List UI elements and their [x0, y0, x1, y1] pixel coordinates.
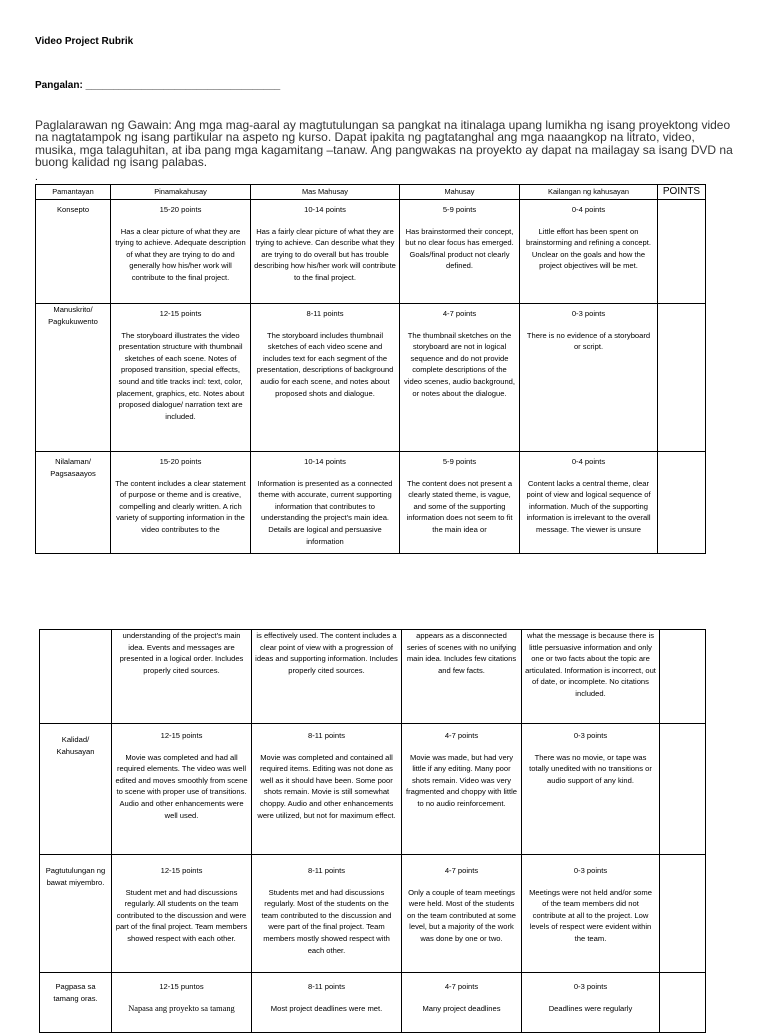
criterion-cell: [40, 855, 112, 973]
rubric-table-part-1: [35, 184, 706, 554]
criterion-label: Manuskrito/ Pagkukuwento: [48, 305, 98, 326]
header-mas-mahusay: Mas Mahusay: [251, 185, 400, 200]
cell-description: There was no movie, or tape was totally unedited with no transitions or audio support of any kind.: [529, 752, 652, 785]
table-row: [36, 452, 706, 554]
rubric-cell: [111, 452, 251, 554]
points-range: 4-7 points: [444, 731, 479, 740]
cell-description: The storyboard illustrates the video presentation structure with thumbnail sketches of each scene. Notes of proposed transition, special effects, sound and title tracks incl: text, color, placement, graphics, etc. Notes about proposed dialogue/ narration text are included.: [116, 330, 245, 421]
rubric-cell: [251, 452, 400, 554]
points-range: 0-4 points: [571, 205, 606, 214]
rubric-cell: [520, 304, 658, 452]
criterion-label: Konsepto: [56, 205, 90, 214]
cell-description: Has brainstormed their concept, but no clear focus has emerged. Goals/final product not clearly defined.: [405, 226, 514, 271]
cell-description: The content includes a clear statement of purpose or theme and is creative, compelling and clearly written. A rich variety of supporting information in the video contributes to the: [115, 478, 246, 534]
cell-description: understanding of the project's main idea. Events and messages are presented in a logical order. Includes properly cited sources.: [119, 631, 244, 675]
table-row: [40, 855, 706, 973]
cell-description: Only a couple of team meetings were held. Most of the students on the team contributed at some level, but a majority of the work was done by one or two.: [407, 887, 516, 943]
points-range: 0-3 points: [571, 309, 606, 318]
cell-description: Movie was made, but had very little if any editing. Many poor shots remain. Video was very fragmented and choppy with little to no audio reinforcement.: [405, 752, 518, 808]
cell-description: Movie was completed and contained all required items. Editing was not done as well as it should have been. Some poor shots remain. Movie is still somewhat choppy. Audio and other enhancements were utilized, but not for maximum effect.: [257, 752, 396, 820]
points-input-cell[interactable]: [658, 452, 706, 554]
points-range: 5-9 points: [442, 457, 477, 466]
cell-description: Little effort has been spent on brainstorming and refining a concept. Unclear on the goals and how the project objectives will be met.: [526, 226, 651, 271]
points-range: 10-14 points: [304, 457, 346, 466]
cell-description: The content does not present a clearly stated theme, is vague, and some of the supporting information does not seem to fit the main idea or: [406, 478, 513, 534]
cell-description: Deadlines were regularly: [548, 1003, 633, 1013]
rubric-cell: [520, 452, 658, 554]
criterion-cell: [36, 452, 111, 554]
points-range: 12-15 puntos: [159, 982, 204, 991]
table-row: [40, 724, 706, 855]
rubric-cell: [112, 724, 252, 855]
points-range: 0-3 points: [573, 982, 608, 991]
cell-description: Content lacks a central theme, clear point of view and logical sequence of information. Much of the supporting information is irrelevant to the overall message. The viewer is unsure: [526, 478, 651, 534]
points-input-cell[interactable]: [658, 304, 706, 452]
points-range: 12-15 points: [160, 731, 203, 740]
cell-description: is effectively used. The content includes a clear point of view with a progression of ideas and supporting information. Includes properly cited sources.: [255, 631, 398, 675]
rubric-cell: [112, 630, 252, 724]
rubric-table-part-2: [39, 629, 706, 1033]
points-range: 8-11 points: [307, 982, 345, 991]
points-range: 15-20 points: [159, 457, 202, 466]
rubric-cell: [252, 855, 402, 973]
rubric-cell: [111, 304, 251, 452]
cell-description: appears as a disconnected series of scenes with no unifying main idea. Includes few citations and few facts.: [406, 631, 517, 675]
points-range: 4-7 points: [442, 309, 477, 318]
criterion-cell: [36, 200, 111, 304]
cell-description: what the message is because there is little persuasive information and only one or two facts about the topic are articulated. Information is incorrect, out of date, or incomplete. No citations included.: [525, 631, 656, 698]
document-title: Video Project Rubrik: [35, 36, 134, 47]
cell-description: Movie was completed and had all required elements. The video was well edited and moves smoothly from scene to scene with proper use of transitions. Audio and other enhancements were well used.: [115, 752, 248, 820]
points-range: 12-15 points: [160, 866, 203, 875]
rubric-cell: [402, 724, 522, 855]
rubric-cell: [520, 200, 658, 304]
cell-description: Students met and had discussions regularly. Most of the students on the team contributed to the discussion and were part of the final project. Team members mostly showed respect with each other.: [261, 887, 392, 955]
rubric-cell: [522, 855, 660, 973]
cell-description: Napasa ang proyekto sa tamang: [128, 1003, 235, 1013]
criterion-label: Pagpasa sa tamang oras.: [53, 982, 98, 1003]
task-description: Paglalarawan ng Gawain: Ang mga mag-aaral ay magtutulungan sa pangkat na itinalaga upang lumikha ng isang proyektong video na nagtatampok ng isang partikular na aspeto ng kurso. Dapat ipakita ng pagtatanghal ang mga naaangkop na litrato, video, musika, mga talaguhitan, at iba pang mga kagamitang –tanaw. Ang pangwakas na proyekto ay dapat na mailagay sa isang DVD na buong kalidad ng isang palabas.: [35, 118, 733, 170]
name-field-line: Pangalan: ___________________________________: [35, 80, 281, 91]
criterion-cell: [36, 304, 111, 452]
rubric-cell: [251, 200, 400, 304]
criterion-label: Pagtutulungan ng bawat miyembro.: [45, 866, 106, 887]
rubric-cell: [252, 630, 402, 724]
rubric-cell: [522, 724, 660, 855]
header-row: [36, 185, 706, 200]
points-input-cell[interactable]: [660, 630, 706, 724]
rubric-cell: [400, 304, 520, 452]
points-range: 8-11 points: [306, 309, 344, 318]
header-pamantayan: Pamantayan: [36, 185, 111, 200]
points-input-cell[interactable]: [658, 200, 706, 304]
rubric-cell: [251, 304, 400, 452]
rubric-cell: [252, 724, 402, 855]
points-input-cell[interactable]: [660, 724, 706, 855]
stray-dot: .: [35, 172, 38, 183]
rubric-cell: [400, 200, 520, 304]
cell-description: Most project deadlines were met.: [270, 1003, 383, 1013]
rubric-cell: [402, 855, 522, 973]
criterion-label: Nilalaman/ Pagsasaayos: [50, 457, 96, 478]
header-mahusay: Mahusay: [400, 185, 520, 200]
cell-description: Many project deadlines: [422, 1003, 501, 1013]
cell-description: The thumbnail sketches on the storyboard are not in logical sequence and do not provide complete descriptions of the video scenes, audio background, or notes about the dialogue.: [403, 330, 516, 398]
points-range: 5-9 points: [442, 205, 477, 214]
rubric-cell: [522, 630, 660, 724]
cell-description: Student met and had discussions regularly. All students on the team contributed to the discussion and were part of the final project. Team members showed respect with each other.: [115, 887, 248, 943]
points-range: 0-3 points: [573, 866, 608, 875]
cell-description: Meetings were not held and/or some of the team members did not contribute at all to the project. Low levels of respect were evident within the team.: [529, 887, 652, 943]
rubric-cell: [112, 855, 252, 973]
cell-description: There is no evidence of a storyboard or script.: [526, 330, 651, 352]
header-points: POINTS: [658, 185, 706, 200]
points-range: 12-15 points: [159, 309, 202, 318]
table-row-continued: [40, 630, 706, 724]
rubric-cell: [111, 200, 251, 304]
table-row: [36, 304, 706, 452]
points-range: 4-7 points: [444, 866, 479, 875]
points-range: 10-14 points: [304, 205, 346, 214]
table-row: [36, 200, 706, 304]
criterion-label: Kalidad/ Kahusayan: [56, 735, 95, 756]
cell-description: Information is presented as a connected theme with accurate, current supporting information that contributes to understanding the project's main idea. Details are logical and persuasive information: [257, 478, 393, 546]
rubric-cell: [400, 452, 520, 554]
cell-description: The storyboard includes thumbnail sketches of each video scene and includes text for each segment of the presentation, descriptions of background audio for each scene, and notes about proposed shots and dialogue.: [256, 330, 394, 398]
points-range: 0-3 points: [573, 731, 608, 740]
points-range: 4-7 points: [444, 982, 479, 991]
cell-description: Has a fairly clear picture of what they are trying to achieve. Can describe what they are trying to do overall but has trouble describing how his/her work will contribute to the final project.: [254, 226, 396, 282]
points-range: 8-11 points: [307, 866, 345, 875]
cell-description: Has a clear picture of what they are trying to achieve. Adequate description of what they are trying to do and generally how his/her work will contribute to the final project.: [115, 226, 246, 282]
points-input-cell[interactable]: [660, 855, 706, 973]
criterion-cell: [40, 630, 112, 724]
header-kailangan: Kailangan ng kahusayan: [520, 185, 658, 200]
points-range: 15-20 points: [159, 205, 202, 214]
criterion-cell: [40, 724, 112, 855]
rubric-cell: [402, 630, 522, 724]
header-pinamakahusay: Pinamakahusay: [111, 185, 251, 200]
points-range: 0-4 points: [571, 457, 606, 466]
points-range: 8-11 points: [307, 731, 345, 740]
